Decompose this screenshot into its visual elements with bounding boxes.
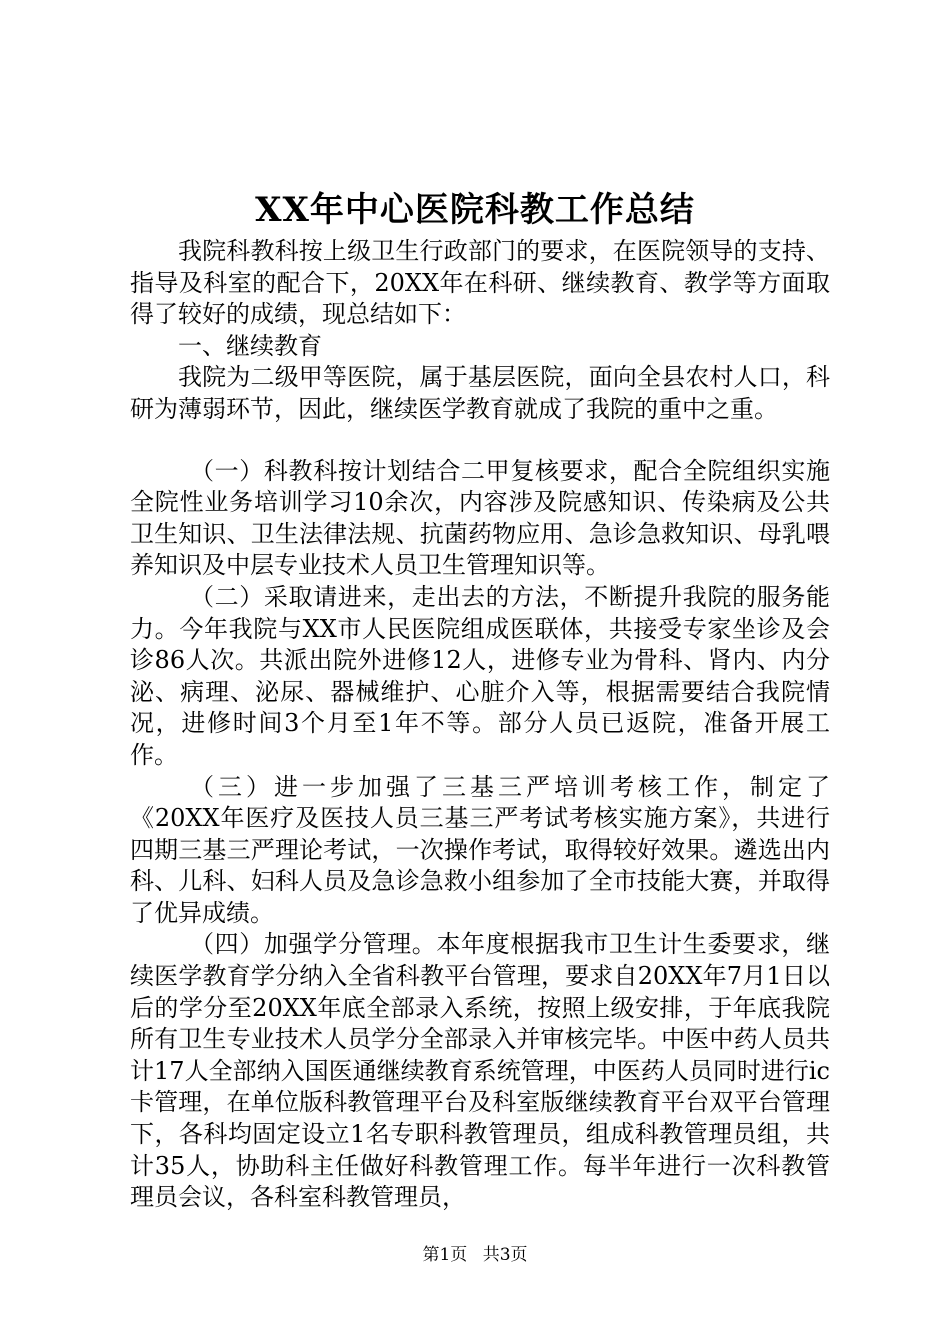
intro-paragraph: 我院科教科按上级卫生行政部门的要求，在医院领导的支持、指导及科室的配合下，20XX年在科研、继续教育、教学等方面取得了较好的成绩，现总结如下： xyxy=(130,237,830,329)
body-paragraph: （二）采取请进来，走出去的方法，不断提升我院的服务能力。今年我院与XX市人民医院组成医联体，共接受专家坐诊及会诊86人次。共派出院外进修12人，进修专业为骨科、肾内、内分泌、病理、泌尿、器械维护、心脏介入等，根据需要结合我院情况，进修时间3个月至1年不等。部分人员已返院，准备开展工作。 xyxy=(130,582,830,769)
section-heading: 一、继续教育 xyxy=(178,331,322,360)
body-paragraph: （四）加强学分管理。本年度根据我市卫生计生委要求，继续医学教育学分纳入全省科教平台管理，要求自20XX年7月1日以后的学分至20XX年底全部录入系统，按照上级安排，于年底我院所有卫生专业技术人员学分全部录入并审核完毕。中医中药人员共计17人全部纳入国医通继续教育系统管理，中医药人员同时进行ic卡管理，在单位版科教管理平台及科室版继续教育平台双平台管理下，各科均固定设立1名专职科教管理员，组成科教管理员组，共计35人，协助科主任做好科教管理工作。每半年进行一次科教管理员会议，各科室科教管理员， xyxy=(130,930,830,1212)
page-footer xyxy=(0,1243,950,1267)
body-paragraph: （一）科教科按计划结合二甲复核要求，配合全院组织实施全院性业务培训学习10余次，内容涉及院感知识、传染病及公共卫生知识、卫生法律法规、抗菌药物应用、急诊急救知识、母乳喂养知识及中层专业技术人员卫生管理知识等。 xyxy=(130,456,830,580)
page-total: 共3页 xyxy=(482,1245,528,1265)
body-paragraph: 我院为二级甲等医院，属于基层医院，面向全县农村人口，科研为薄弱环节，因此，继续医学教育就成了我院的重中之重。 xyxy=(130,363,830,423)
body-paragraph: （三）进一步加强了三基三严培训考核工作，制定了《20XX年医疗及医技人员三基三严考试考核实施方案》，共进行四期三基三严理论考试，一次操作考试，取得较好效果。遴选出内科、儿科、妇科人员及急诊急救小组参加了全市技能大赛，并取得了优异成绩。 xyxy=(130,772,830,927)
document-body xyxy=(130,236,830,1214)
document-title: XX年中心医院科教工作总结 xyxy=(255,190,695,230)
page-number: 第1页 xyxy=(422,1245,468,1265)
